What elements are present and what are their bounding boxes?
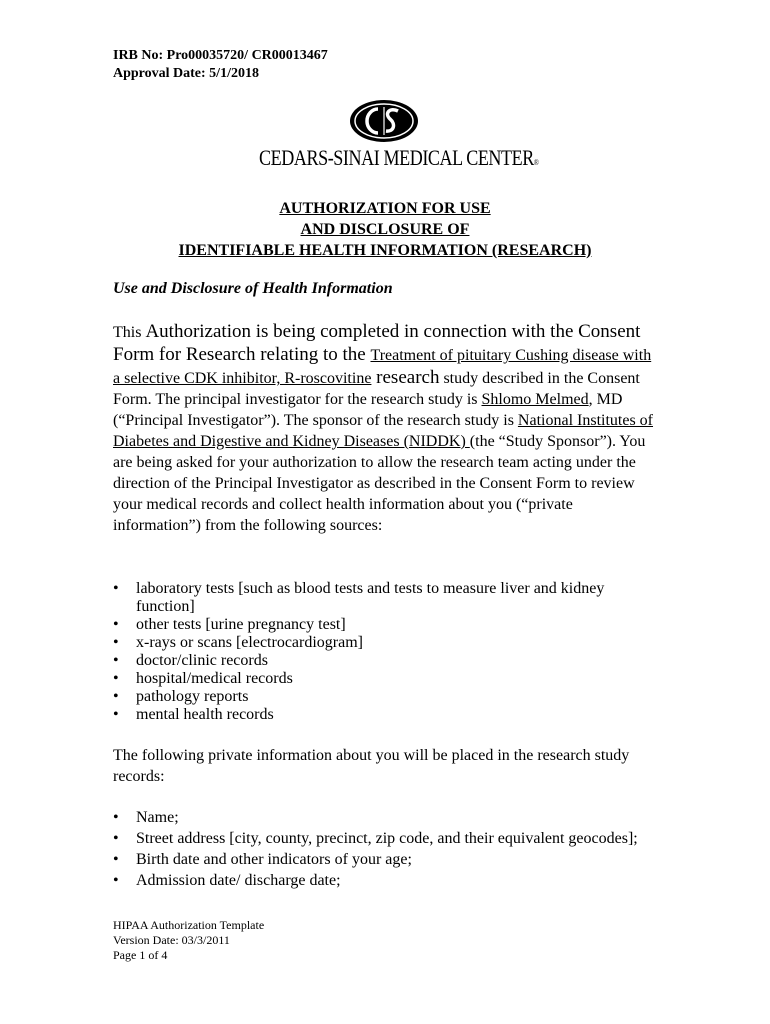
sources-list [113, 580, 658, 724]
list-item-text: Name; [136, 809, 179, 826]
bullet-icon: • [113, 830, 119, 847]
para-text: research [371, 367, 440, 388]
list-item [113, 829, 658, 849]
page-footer [113, 918, 264, 963]
list-item [113, 850, 658, 870]
list-item-text: other tests [urine pregnancy test] [136, 616, 346, 633]
footer-page-number: Page 1 of 4 [113, 948, 168, 962]
bullet-icon: • [113, 580, 119, 597]
bullet-icon: • [113, 872, 119, 889]
para-text: This [113, 324, 146, 341]
list-item [113, 688, 658, 706]
para-text: Authorization is being completed in connection with the Consent Form for Research relating to the [113, 321, 641, 365]
list-item [113, 871, 658, 891]
bullet-icon: • [113, 616, 119, 633]
para-text: , MD (“Principal Investigator”). The sponsor of the research study is [113, 391, 623, 429]
section-heading: Use and Disclosure of Health Information [113, 280, 393, 297]
bullet-icon: • [113, 706, 119, 723]
bullet-icon: • [113, 809, 119, 826]
list-item [113, 634, 658, 652]
list-item-text: mental health records [136, 706, 274, 723]
list-item-text: doctor/clinic records [136, 652, 268, 669]
footer-template-name: HIPAA Authorization Template [113, 918, 265, 932]
list-item-text: Street address [city, county, precinct, zip code, and their equivalent geocodes]; [136, 830, 638, 847]
footer-version-date: Version Date: 03/3/2011 [113, 933, 230, 947]
list-item-text: pathology reports [136, 688, 249, 705]
bullet-icon: • [113, 670, 119, 687]
authorization-paragraph [113, 320, 658, 536]
list-item [113, 808, 658, 828]
para-text: (the “Study Sponsor”). You are being asked for your authorization to allow the research team acting under the direction of the Principal Investigator as described in the Consent Form to review your medical records and collect health information about you (“private information”) from the following sources: [113, 433, 646, 534]
cs-logo-icon [348, 99, 420, 143]
title-line-2: AND DISCLOSURE OF [300, 221, 470, 238]
bullet-icon: • [113, 688, 119, 705]
irb-number: IRB No: Pro00035720/ CR00013467 [113, 48, 328, 63]
private-info-paragraph: The following private information about you will be placed in the research study records: [113, 747, 630, 785]
list-item-text: Admission date/ discharge date; [136, 872, 341, 889]
principal-investigator: Shlomo Melmed [481, 391, 589, 408]
list-item [113, 580, 658, 616]
list-item [113, 706, 658, 724]
bullet-icon: • [113, 634, 119, 651]
list-item-text: hospital/medical records [136, 670, 293, 687]
irb-header [113, 47, 328, 83]
title-line-1: AUTHORIZATION FOR USE [279, 200, 491, 217]
org-name-text: CEDARS-SINAI MEDICAL CENTER [259, 145, 534, 170]
bullet-icon: • [113, 851, 119, 868]
study-title: Treatment of pituitary Cushing disease with a selective CDK inhibitor, R-roscovitine [113, 347, 652, 387]
private-info-list [113, 808, 658, 892]
list-item-text: x-rays or scans [electrocardiogram] [136, 634, 363, 651]
para-text: study described in the Consent Form. The principal investigator for the research study is [113, 370, 640, 408]
list-item [113, 670, 658, 688]
list-item [113, 652, 658, 670]
org-name [259, 145, 538, 171]
document-title [113, 198, 657, 261]
title-line-3: IDENTIFIABLE HEALTH INFORMATION (RESEARCH) [178, 242, 592, 259]
trademark-symbol: ® [533, 158, 539, 167]
study-sponsor: National Institutes of Diabetes and Digestive and Kidney Diseases (NIDDK) [113, 412, 654, 450]
cedars-sinai-logo [250, 95, 539, 175]
list-item [113, 616, 658, 634]
approval-date: Approval Date: 5/1/2018 [113, 66, 259, 81]
list-item-text: laboratory tests [such as blood tests and tests to measure liver and kidney function] [136, 580, 605, 615]
bullet-icon: • [113, 652, 119, 669]
list-item-text: Birth date and other indicators of your age; [136, 851, 412, 868]
